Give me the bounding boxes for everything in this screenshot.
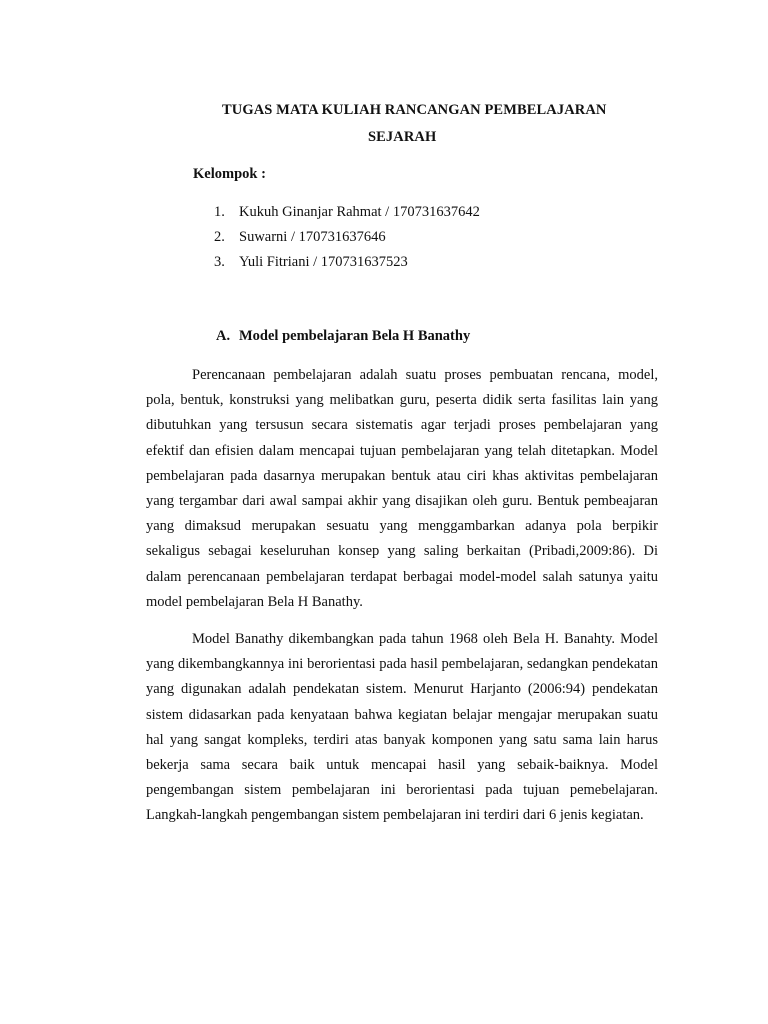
member-list xyxy=(214,202,480,277)
member-number: 3. xyxy=(214,254,225,270)
section-heading xyxy=(216,328,470,345)
group-label: Kelompok : xyxy=(193,166,266,182)
member-text: Yuli Fitriani / 170731637523 xyxy=(239,254,408,270)
body-paragraph: Perencanaan pembelajaran adalah suatu proses pembuatan rencana, model, pola, bentuk, konstruksi yang melibatkan guru, peserta didik serta fasilitas lain yang dibutuhkan yang tersusun secara sistematis agar terjadi proses pembelajaran yang efektif dan efisien dalam mencapai tujuan pembelajaran yang telah ditetapkan. Model pembelajaran pada dasarnya merupakan bentuk atau ciri khas aktivitas pembelajaran yang tergambar dari awal sampai akhir yang disajikan oleh guru. Bentuk pembeajaran yang dimaksud merupakan sesuatu yang menggambarkan adanya pola berpikir sekaligus sebagai keseluruhan konsep yang saling berkaitan (Pribadi,2009:86). Di dalam perencanaan pembelajaran terdapat berbagai model-model salah satunya yaitu model pembelajaran Bela H Banathy. xyxy=(146,367,658,610)
member-text: Kukuh Ginanjar Rahmat / 170731637642 xyxy=(239,204,480,220)
section-letter: A. xyxy=(216,328,231,344)
document-title-line-2: SEJARAH xyxy=(368,129,437,145)
member-item xyxy=(214,202,480,227)
member-item xyxy=(214,227,480,252)
member-number: 1. xyxy=(214,204,225,220)
document-title-line-1: TUGAS MATA KULIAH RANCANGAN PEMBELAJARAN xyxy=(222,102,607,118)
member-item xyxy=(214,252,480,277)
member-number: 2. xyxy=(214,229,225,245)
body-paragraph: Model Banathy dikembangkan pada tahun 1968 oleh Bela H. Banahty. Model yang dikembangkannya ini berorientasi pada hasil pembelajaran, sedangkan pendekatan yang digunakan adalah pendekatan sistem. Menurut Harjanto (2006:94) pendekatan sistem didasarkan pada kenyataan bahwa kegiatan belajar mengajar merupakan suatu hal yang sangat kompleks, terdiri atas banyak komponen yang satu sama lain harus bekerja sama secara baik untuk mencapai hasil yang sebaik-baiknya. Model pengembangan sistem pembelajaran ini berorientasi pada tujuan pemebelajaran. Langkah-langkah pengembangan sistem pembelajaran ini terdiri dari 6 jenis kegiatan. xyxy=(146,631,658,824)
member-text: Suwarni / 170731637646 xyxy=(239,229,386,245)
section-heading-text: Model pembelajaran Bela H Banathy xyxy=(239,328,471,344)
